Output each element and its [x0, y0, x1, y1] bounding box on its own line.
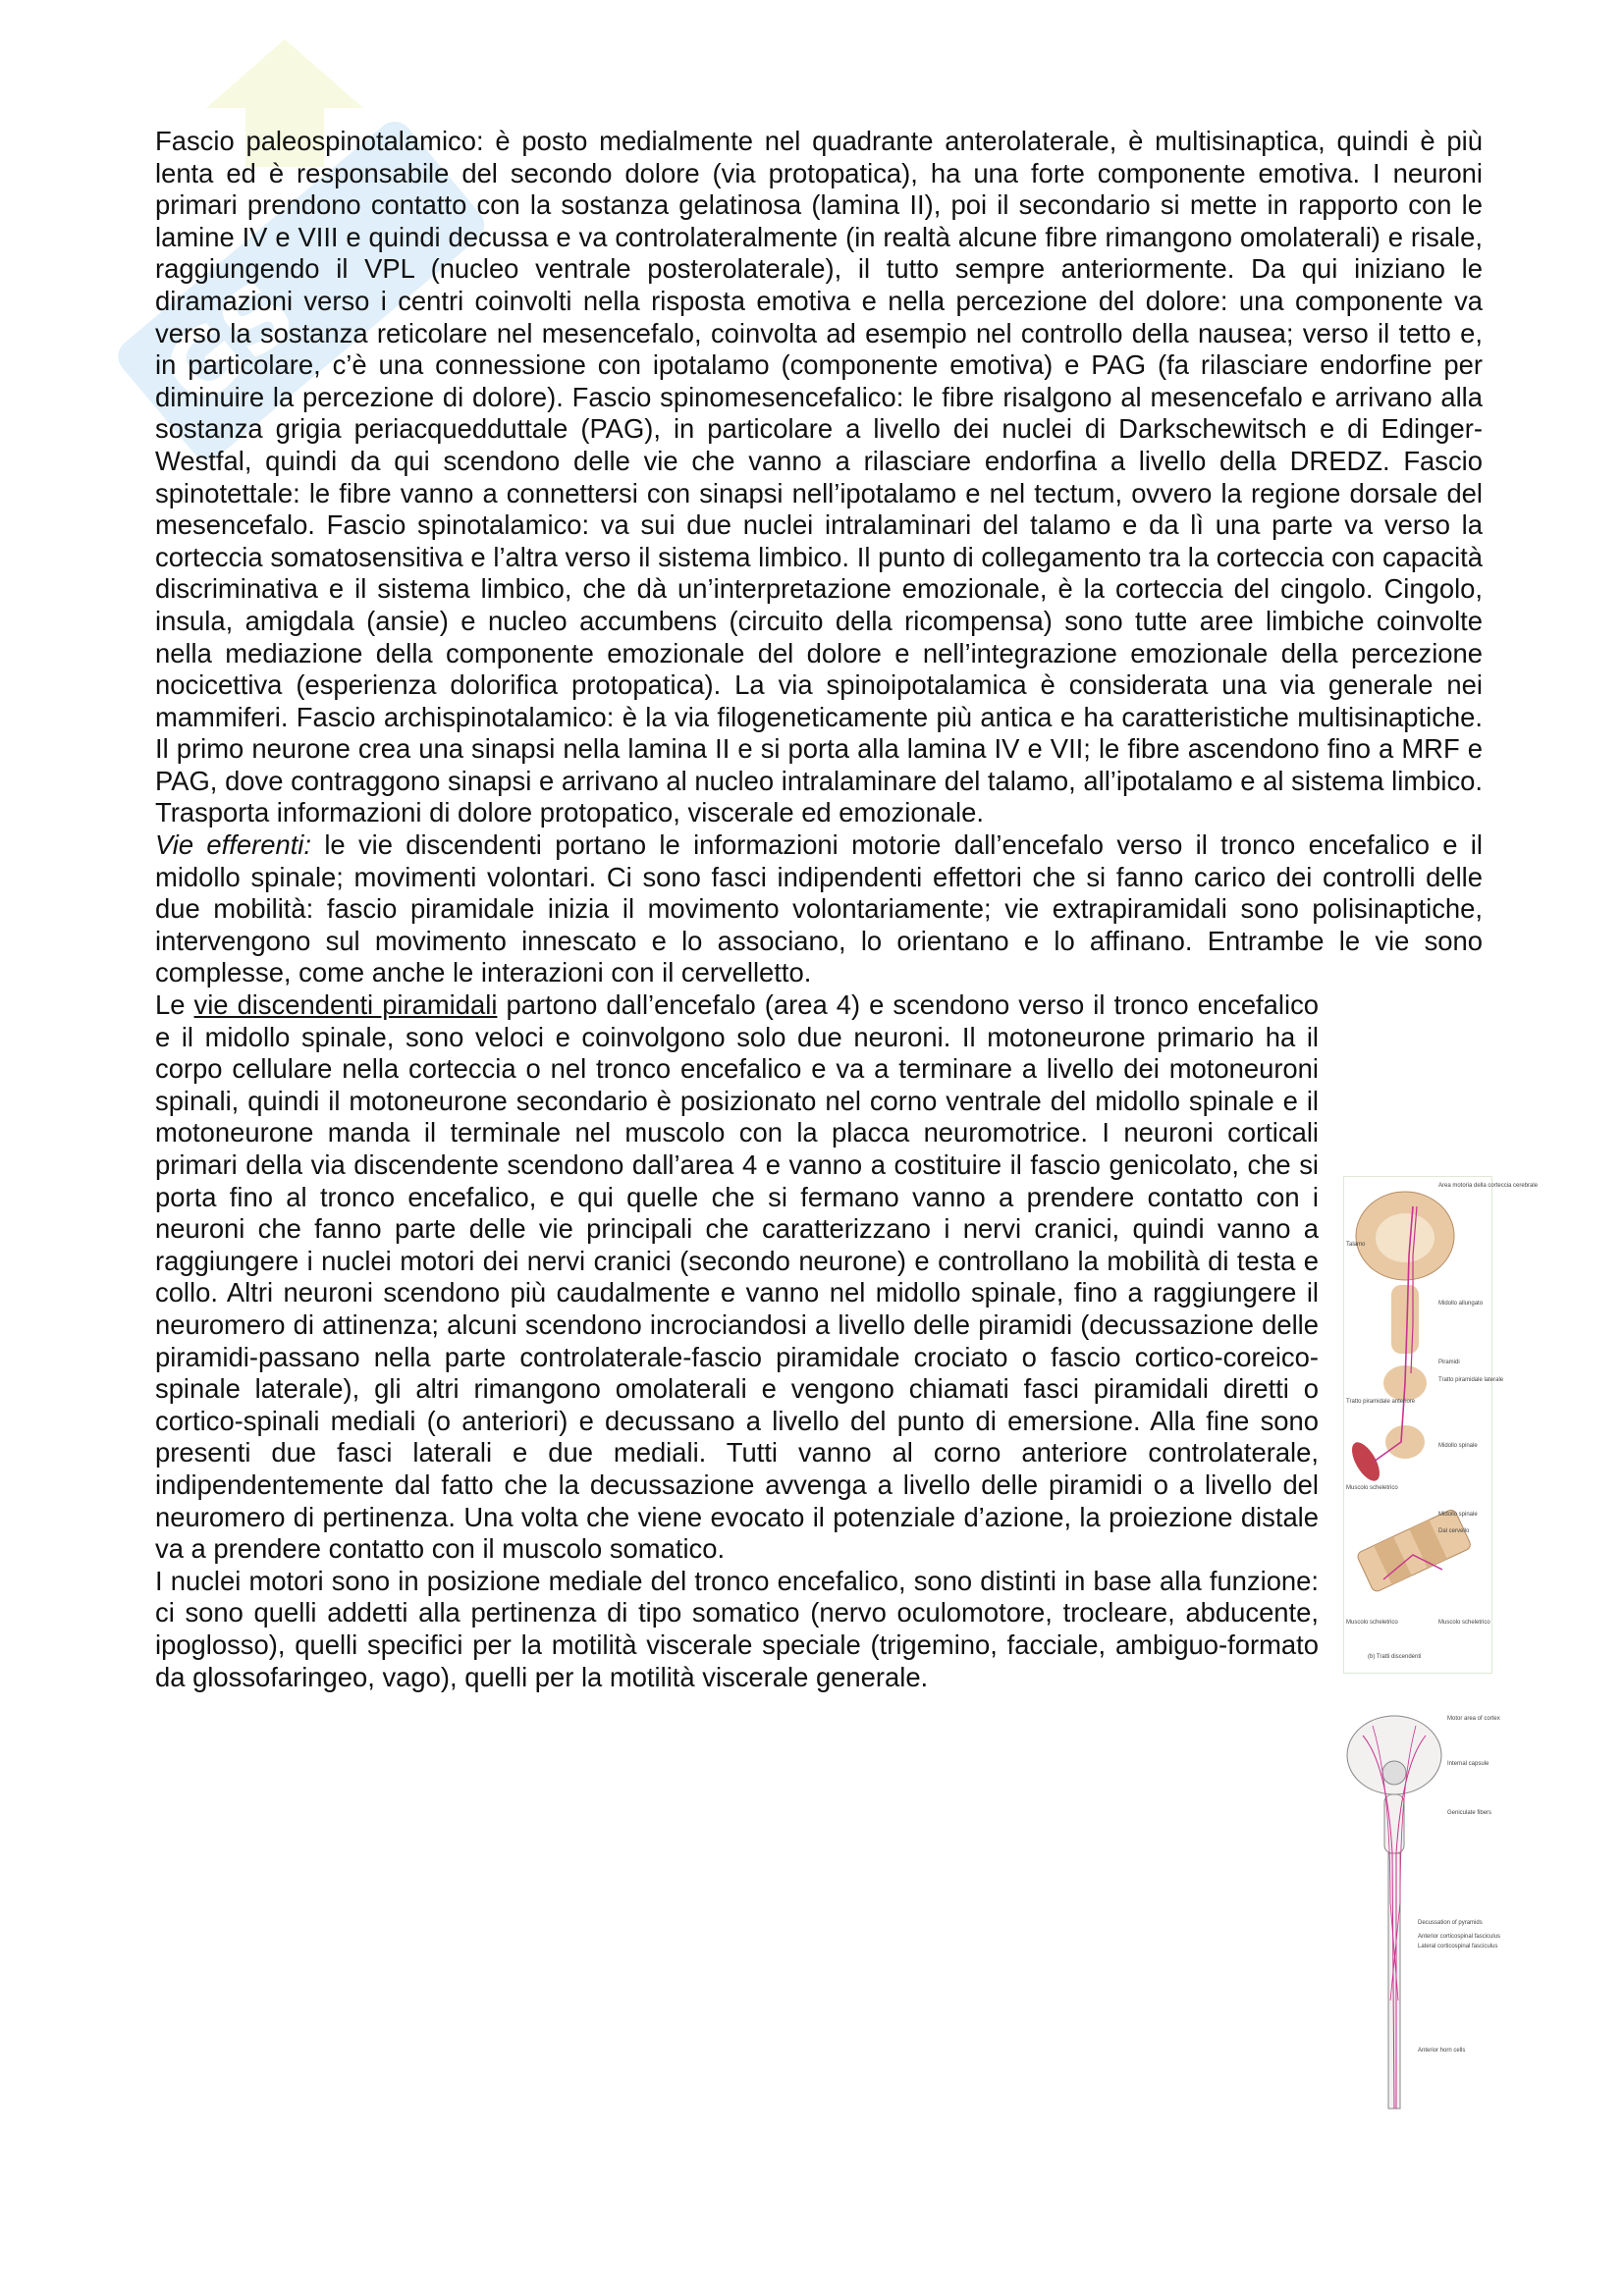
- thalamus-shape: [1382, 1761, 1406, 1785]
- label-lateral-tract: Lateral corticospinal fasciculus: [1418, 1944, 1498, 1949]
- spinal-segment-3d: [1356, 1508, 1472, 1592]
- label-anterior-horn: Anterior horn cells: [1418, 2048, 1466, 2054]
- label-motor-area: Motor area of cortex: [1447, 1716, 1500, 1722]
- label-muscolo-2: Muscolo scheletrico: [1346, 1620, 1398, 1626]
- label-dal-cervello: Dal cervello: [1438, 1528, 1470, 1534]
- figure-caption: (b) Tratti discendenti: [1368, 1654, 1422, 1660]
- label-midollo-spinale-2: Midollo spinale: [1438, 1512, 1478, 1518]
- label-decussation: Decussation of pyramids: [1418, 1920, 1483, 1926]
- label-talamo: Talamo: [1346, 1242, 1366, 1248]
- pyramidal-pathway-figure: [1343, 1706, 1501, 2116]
- vie-piramidali-term: vie discendenti piramidali: [193, 989, 498, 1021]
- vie-efferenti-text: le vie discendenti portano le informazioni motorie dall’encefalo verso il tronco encefalico e il midollo spinale; movimenti volontari. Ci sono fasci indipendenti effettori che si fanno carico dei controlli delle due mobilità: fascio piramidale inizia il movimento volontariamente; vie extrapiramidali sono polisinaptiche, intervengono sul movimento innescato e lo associano, lo orientano e lo affinano. Entrambe le vie sono complesse, come anche le interazioni con il cervelletto.: [155, 829, 1483, 988]
- muscle-illustration: [1346, 1438, 1384, 1485]
- document-body: [155, 126, 1483, 1693]
- paragraph-vie-piramidali: [155, 989, 1319, 1566]
- vie-efferenti-heading: Vie efferenti:: [155, 829, 311, 861]
- vie-piramidali-lead: Le: [155, 989, 194, 1021]
- brain-inner: [1376, 1213, 1435, 1262]
- label-tratto-anteriore: Tratto piramidale anteriore: [1346, 1399, 1416, 1405]
- label-geniculate: Geniculate fibers: [1447, 1810, 1492, 1816]
- label-piramidi: Piramidi: [1438, 1360, 1460, 1365]
- wrapped-text-block: [155, 989, 1319, 1693]
- paragraph-nuclei-motori: I nuclei motori sono in posizione mediale del tronco encefalico, sono distinti in base alla funzione: ci sono quelli addetti alla pertinenza di tipo somatico (nervo oculomotore, trocleare, abducente, ipoglosso), quelli specifici per la motilità viscerale speciale (trigemino, facciale, ambiguo-formato da glossofaringeo, vago), quelli per la motilità viscerale generale.: [155, 1565, 1319, 1692]
- label-midollo-allungato: Midollo allungato: [1438, 1301, 1484, 1307]
- label-tratto-laterale: Tratto piramidale laterale: [1438, 1377, 1504, 1383]
- watermark-lettering: GS: [143, 260, 315, 428]
- label-midollo-spinale: Midollo spinale: [1438, 1443, 1478, 1449]
- label-internal-capsule: Internal capsule: [1447, 1761, 1489, 1767]
- label-muscolo-3: Muscolo scheletrico: [1438, 1620, 1490, 1626]
- spinal-section-2: [1385, 1425, 1425, 1459]
- paragraph-vie-efferenti: [155, 829, 1483, 989]
- paragraph-paleospinotalamico: Fascio paleospinotalamico: è posto medialmente nel quadrante anterolaterale, è multisinaptica, quindi è più lenta ed è responsabile del secondo dolore (via protopatica), ha una forte componente emotiva. I neuroni primari prendono contatto con la sostanza gelatinosa (lamina II), poi il secondario si mette in rapporto con le lamine IV e VIII e quindi decussa e va controlateralmente (in realtà alcune fibre rimangono omolaterali) e risale, raggiungendo il VPL (nucleo ventrale posterolaterale), il tutto sempre anteriormente. Da qui iniziano le diramazioni verso i centri coinvolti nella risposta emotiva e nella percezione del dolore: una componente va verso la sostanza reticolare nel mesencefalo, coinvolta ad esempio nel controllo della nausea; verso il tetto e, in particolare, c’è una connessione con ipotalamo (componente emotiva) e PAG (fa rilasciare endorfine per diminuire la percezione di dolore). Fascio spinomesencefalico: le fibre risalgono al mesencefalo e arrivano alla sostanza grigia periacquedduttale (PAG), in particolare a livello dei nuclei di Darkschewitsch e di Edinger-Westfal, quindi da qui scendono delle vie che vanno a rilasciare endorfina a livello della DREDZ. Fascio spinotettale: le fibre vanno a connettersi con sinapsi nell’ipotalamo e nel tectum, ovvero la regione dorsale del mesencefalo. Fascio spinotalamico: va sui due nuclei intralaminari del talamo e da lì una parte va verso la corteccia somatosensitiva e l’altra verso il sistema limbico. Il punto di collegamento tra la corteccia con capacità discriminativa e il sistema limbico, che dà un’interpretazione emozionale, è la corteccia del cingolo. Cingolo, insula, amigdala (ansie) e nucleo accumbens (circuito della ricompensa) sono tutte aree limbiche coinvolte nella mediazione della componente emozionale del dolore e nell’integrazione emozionale della percezione nocicettiva (esperienza dolorifica protopatica). La via spinoipotalamica è considerata una via generale nei mammiferi. Fascio archispinotalamico: è la via filogeneticamente più antica e ha caratteristiche multisinaptiche. Il primo neurone crea una sinapsi nella lamina II e si porta alla lamina IV e VII; le fibre ascendono fino a MRF e PAG, dove contraggono sinapsi e arrivano al nucleo intralaminare del talamo, all’ipotalamo e al sistema limbico. Trasporta informazioni di dolore protopatico, viscerale ed emozionale.: [155, 126, 1483, 828]
- label-anterior-tract: Anterior corticospinal fasciculus: [1418, 1934, 1501, 1940]
- brainstem: [1391, 1285, 1419, 1354]
- descending-tracts-figure: [1343, 1176, 1539, 1674]
- label-muscolo: Muscolo scheletrico: [1346, 1485, 1398, 1491]
- vie-piramidali-text: partono dall’encefalo (area 4) e scendono verso il tronco encefalico e il midollo spinale, sono veloci e coinvolgono solo due neuroni. Il motoneurone primario ha il corpo cellulare nella corteccia o nel tronco encefalico e va a terminare a livello dei motoneuroni spinali, quindi il motoneurone secondario è posizionato nel corno ventrale del midollo spinale e il motoneurone manda il terminale nel muscolo con la placca neuromotrice. I neuroni corticali primari della via discendente scendono dall’area 4 e vanno a costituire il fascio genicolato, che si porta fino al tronco encefalico, e qui quelle che si fermano vanno a prendere contatto con i neuroni che fanno parte delle vie principali che caratterizzano i nervi cranici, quindi vanno a raggiungere i nuclei motori dei nervi cranici (secondo neurone) e controllano la mobilità di testa e collo. Altri neuroni scendono più caudalmente e vanno nel midollo spinale, fino a raggiungere il neuromero di attinenza; alcuni scendono incrociandosi a livello delle piramidi (decussazione delle piramidi-passano nella parte controlaterale-fascio piramidale crociato o fascio cortico-coreico-spinale laterale), gli altri rimangono omolaterali e vengono chiamati fasci piramidali diretti o cortico-spinali mediali (o anteriori) e decussano a livello del punto di emersione. Alla fine sono presenti due fasci laterali e due mediali. Tutti vanno al corno anteriore controlaterale, indipendentemente dal fatto che la decussazione avvenga a livello delle piramidi o a livello del neuromero di pertinenza. Una volta che viene evocato il potenziale d’azione, la proiezione distale va a prendere contatto con il muscolo somatico.: [155, 989, 1319, 1565]
- label-area-motoria: Area motoria della corteccia cerebrale: [1438, 1183, 1539, 1189]
